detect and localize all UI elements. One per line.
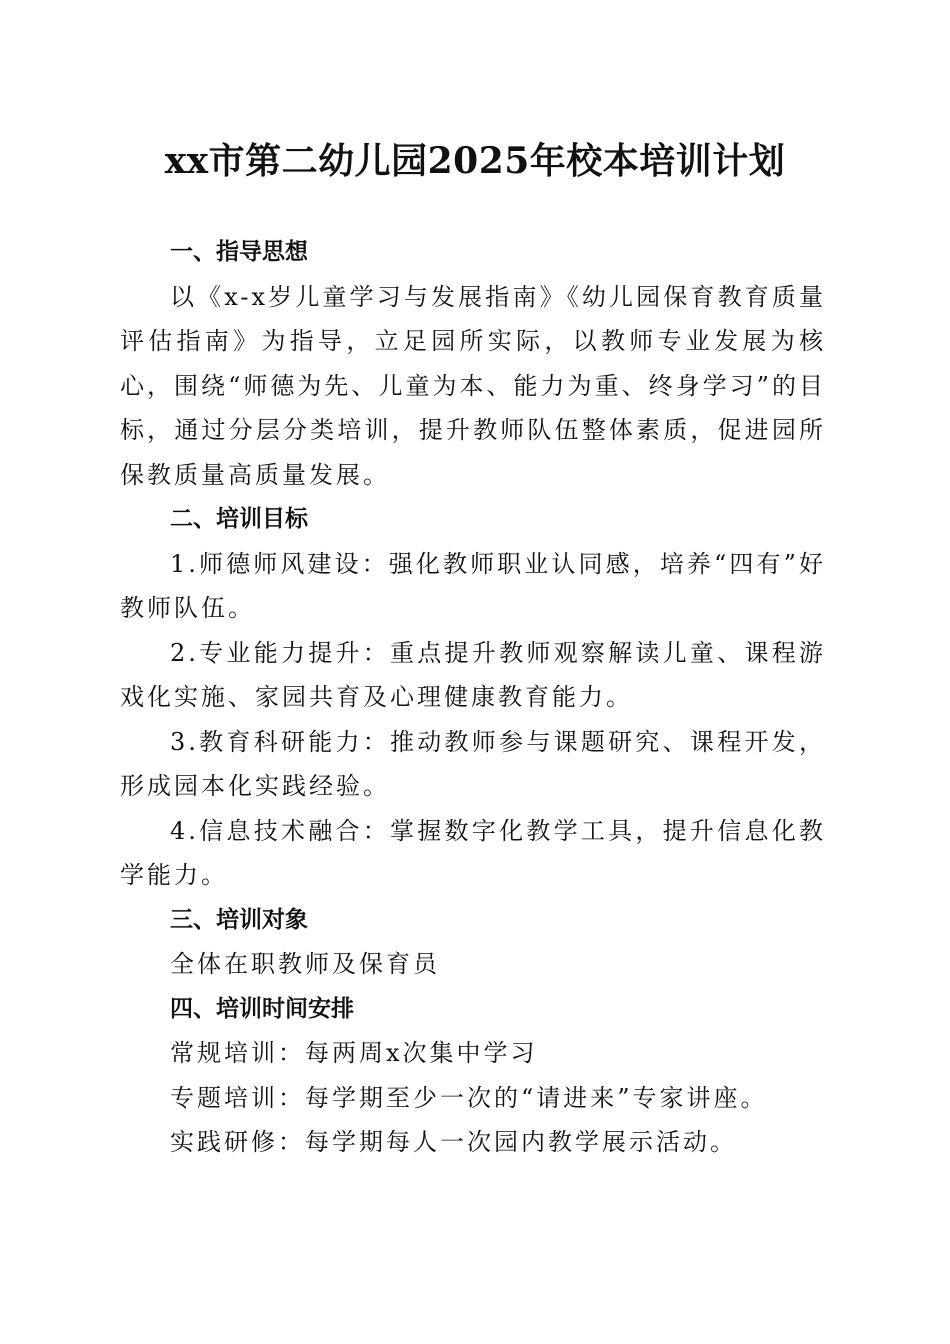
training-goal-item: 1.师德师风建设：强化教师职业认同感，培养“四有”好教师队伍。 bbox=[120, 549, 826, 622]
section-heading-training-goals: 二、培训目标 bbox=[170, 506, 308, 532]
training-goal-item: 4.信息技术融合：掌握数字化教学工具，提升信息化教学能力。 bbox=[120, 816, 826, 889]
schedule-item: 实践研修：每学期每人一次园内教学展示活动。 bbox=[170, 1128, 737, 1156]
document-title: xx市第二幼儿园2025年校本培训计划 bbox=[164, 140, 786, 182]
schedule-item: 常规培训：每两周x次集中学习 bbox=[170, 1039, 538, 1067]
training-goal-item: 2.专业能力提升：重点提升教师观察解读儿童、课程游戏化实施、家园共育及心理健康教育能力。 bbox=[120, 638, 826, 711]
section-heading-training-targets: 三、培训对象 bbox=[170, 906, 308, 933]
document-body bbox=[120, 230, 826, 1165]
section-heading-training-schedule: 四、培训时间安排 bbox=[170, 995, 354, 1022]
training-targets-text: 全体在职教师及保育员 bbox=[170, 950, 440, 978]
schedule-item: 专题培训：每学期至少一次的“请进来”专家讲座。 bbox=[170, 1083, 768, 1112]
guiding-thought-paragraph: 以《x-x岁儿童学习与发展指南》《幼儿园保育教育质量评估指南》为指导，立足园所实际，以教师专业发展为核心，围绕“师德为先、儿童为本、能力为重、终身学习”的目标，通过分层分类培训，提升教师队伍整体素质，促进园所保教质量高质量发展。 bbox=[120, 282, 826, 489]
training-goal-item: 3.教育科研能力：推动教师参与课题研究、课程开发，形成园本化实践经验。 bbox=[120, 727, 826, 800]
section-heading-guiding-thought: 一、指导思想 bbox=[170, 239, 308, 265]
